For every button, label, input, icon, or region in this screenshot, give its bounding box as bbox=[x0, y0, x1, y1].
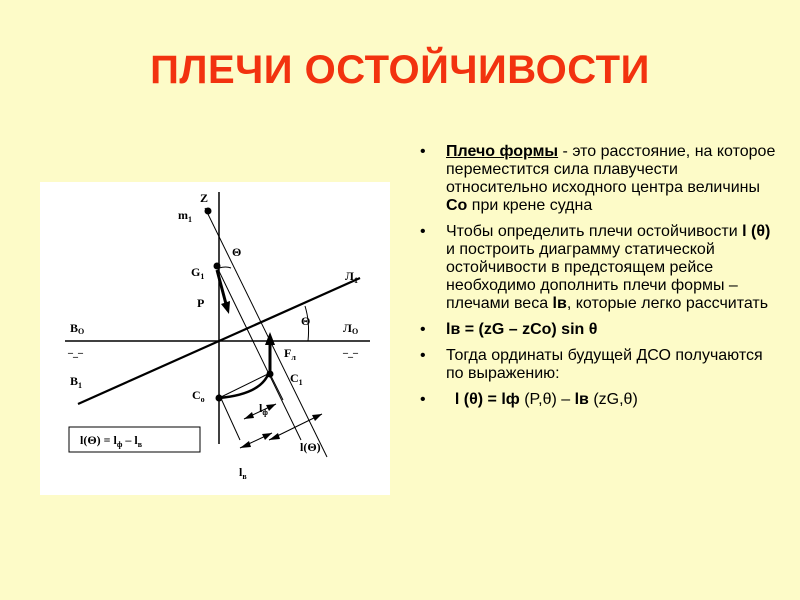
label-fn: $F_л$ bbox=[284, 346, 296, 362]
theta-arc-top bbox=[219, 267, 231, 268]
bullet-weight-lever-formula: • lв = (zG – zCo) sin θ bbox=[420, 321, 598, 338]
formula-box-text: $l(\Theta) = l_ф - l_в$ bbox=[80, 433, 143, 449]
bullet-dot: • bbox=[420, 143, 426, 160]
label-g1: $G_1$ bbox=[191, 265, 205, 281]
point-g1 bbox=[214, 263, 221, 270]
label-l1: $Л_1$ bbox=[345, 269, 358, 285]
extension-line-lv bbox=[219, 394, 240, 440]
formula-box bbox=[69, 427, 200, 452]
label-b1: $B_1$ bbox=[70, 374, 83, 390]
stability-diagram-svg bbox=[40, 182, 390, 495]
bullet-dot: • bbox=[420, 391, 426, 408]
label-p: P bbox=[197, 296, 205, 310]
extension-line-c0 bbox=[219, 372, 272, 398]
label-theta-top: Θ bbox=[232, 245, 242, 259]
arrowhead-lf-left bbox=[244, 412, 254, 419]
arrowhead-lv-left bbox=[240, 441, 251, 448]
extension-line-c1 bbox=[270, 374, 283, 400]
bullet-final-formula: • l (θ) = lф (P,θ) – lв (zG,θ) bbox=[420, 391, 638, 408]
label-lv: $l_в$ bbox=[239, 465, 247, 481]
point-c0 bbox=[216, 395, 223, 402]
point-c1 bbox=[267, 371, 274, 378]
label-b0: BO bbox=[70, 321, 85, 336]
bullet-list bbox=[418, 143, 778, 417]
label-z: Z bbox=[200, 191, 209, 205]
bullet-determine-levers: • Чтобы определить плечи остойчивости l (θ) и построить диаграмму статической остойчивости в предстоящем рейсе необходимо дополнить плечи формы – плечами веса lв, которые легко рассчитать bbox=[420, 223, 771, 312]
label-m1: $m_1$ bbox=[178, 208, 192, 224]
bullet-dot: • bbox=[420, 347, 426, 364]
bullet-ordinates: • Тогда ординаты будущей ДСО получаются по выражению: bbox=[420, 347, 763, 382]
point-m1 bbox=[205, 208, 212, 215]
label-l0: ЛO bbox=[343, 321, 359, 336]
slide-title: ПЛЕЧИ ОСТОЙЧИВОСТИ bbox=[150, 48, 650, 92]
arrowhead-ltheta-right bbox=[312, 414, 322, 421]
bullet-form-lever: • Плечо формы - это расстояние, на которое переместится сила плавучести относительно исходного центра величины Co при крене судна bbox=[420, 143, 776, 214]
label-lf: $l_ф$ bbox=[259, 401, 268, 417]
label-theta-right: Θ bbox=[301, 314, 311, 328]
label-c1: $C_1$ bbox=[290, 371, 303, 387]
term-form-lever: Плечо формы bbox=[446, 143, 559, 160]
water-hatch-left: –_– bbox=[68, 348, 83, 359]
bullet-dot: • bbox=[420, 223, 426, 240]
label-c0: $C_o$ bbox=[192, 388, 205, 404]
label-ltheta: l(Θ) bbox=[300, 440, 321, 454]
weight-force-arrowhead bbox=[221, 301, 230, 314]
stability-diagram bbox=[40, 182, 390, 495]
water-hatch-right: –_– bbox=[343, 348, 358, 359]
bullet-dot: • bbox=[420, 321, 426, 338]
